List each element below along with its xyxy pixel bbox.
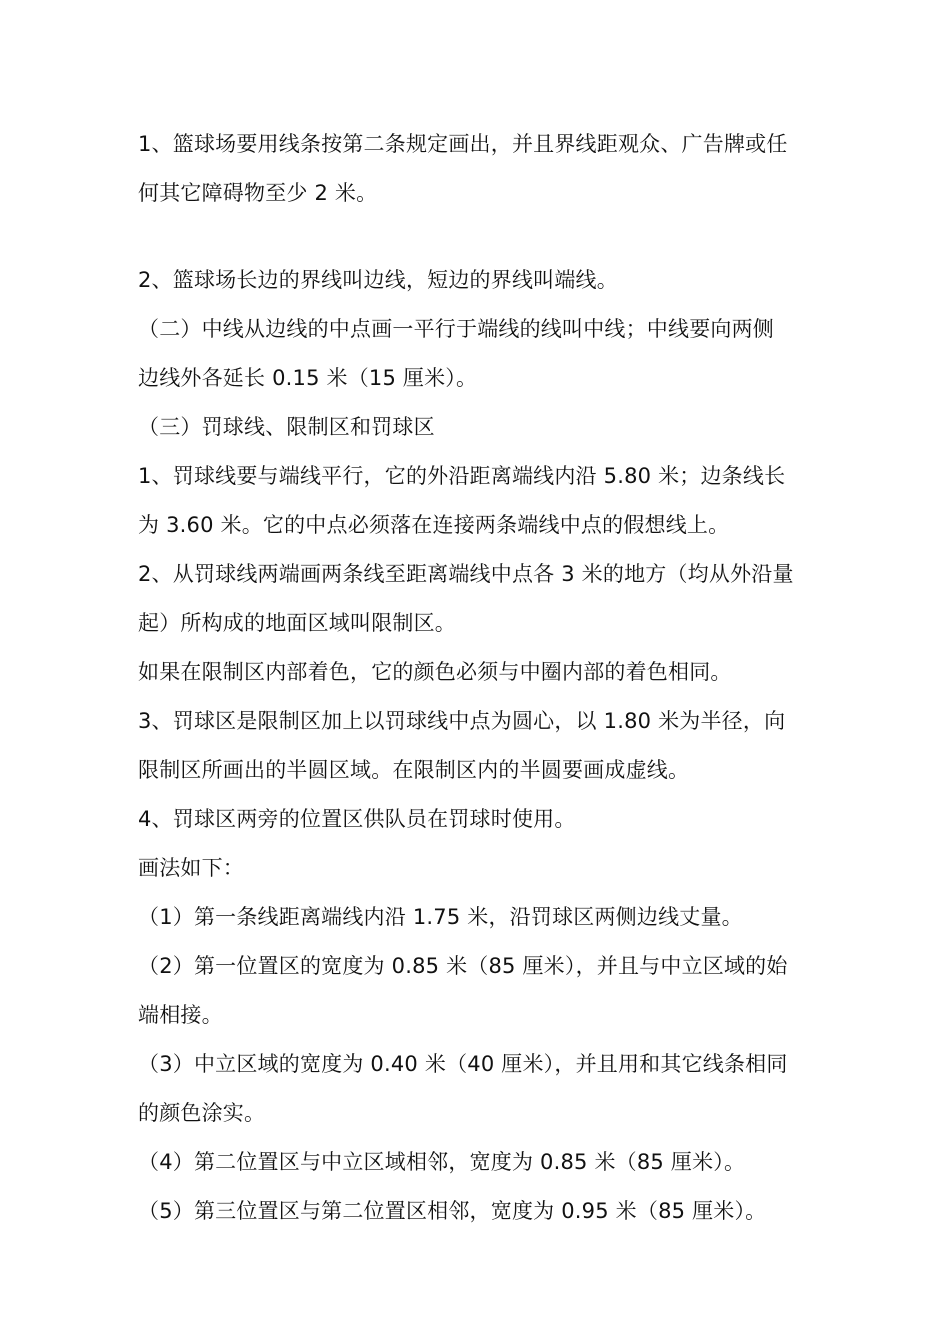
text-line-10: 起）所构成的地面区域叫限制区。 <box>138 611 456 635</box>
text-line-22: （5）第三位置区与第二位置区相邻，宽度为 0.95 米（85 厘米）。 <box>138 1199 767 1223</box>
text-line-14: 4、罚球区两旁的位置区供队员在罚球时使用。 <box>138 807 576 831</box>
text-line-1: 1、篮球场要用线条按第二条规定画出，并且界线距观众、广告牌或任 <box>138 132 788 156</box>
text-line-11: 如果在限制区内部着色，它的颜色必须与中圈内部的着色相同。 <box>138 660 732 684</box>
text-line-6: （三）罚球线、限制区和罚球区 <box>138 415 435 439</box>
text-line-3: 2、篮球场长边的界线叫边线，短边的界线叫端线。 <box>138 268 618 292</box>
text-line-5: 边线外各延长 0.15 米（15 厘米）。 <box>138 366 478 390</box>
text-line-18: 端相接。 <box>138 1003 223 1027</box>
text-line-9: 2、从罚球线两端画两条线至距离端线中点各 3 米的地方（均从外沿量 <box>138 562 794 586</box>
text-line-8: 为 3.60 米。它的中点必须落在连接两条端线中点的假想线上。 <box>138 513 730 537</box>
text-line-17: （2）第一位置区的宽度为 0.85 米（85 厘米），并且与中立区域的始 <box>138 954 788 978</box>
text-line-19: （3）中立区域的宽度为 0.40 米（40 厘米），并且用和其它线条相同 <box>138 1052 788 1076</box>
text-line-20: 的颜色涂实。 <box>138 1101 266 1125</box>
text-line-13: 限制区所画出的半圆区域。在限制区内的半圆要画成虚线。 <box>138 758 690 782</box>
text-line-4: （二）中线从边线的中点画一平行于端线的线叫中线；中线要向两侧 <box>138 317 774 341</box>
text-line-2: 何其它障碍物至少 2 米。 <box>138 181 378 205</box>
text-line-12: 3、罚球区是限制区加上以罚球线中点为圆心，以 1.80 米为半径，向 <box>138 709 786 733</box>
text-line-7: 1、罚球线要与端线平行，它的外沿距离端线内沿 5.80 米；边条线长 <box>138 464 786 488</box>
text-line-21: （4）第二位置区与中立区域相邻，宽度为 0.85 米（85 厘米）。 <box>138 1150 746 1174</box>
text-line-15: 画法如下： <box>138 856 244 880</box>
paragraph-gap <box>138 218 828 256</box>
document-body <box>138 120 828 1236</box>
text-line-16: （1）第一条线距离端线内沿 1.75 米，沿罚球区两侧边线丈量。 <box>138 905 743 929</box>
